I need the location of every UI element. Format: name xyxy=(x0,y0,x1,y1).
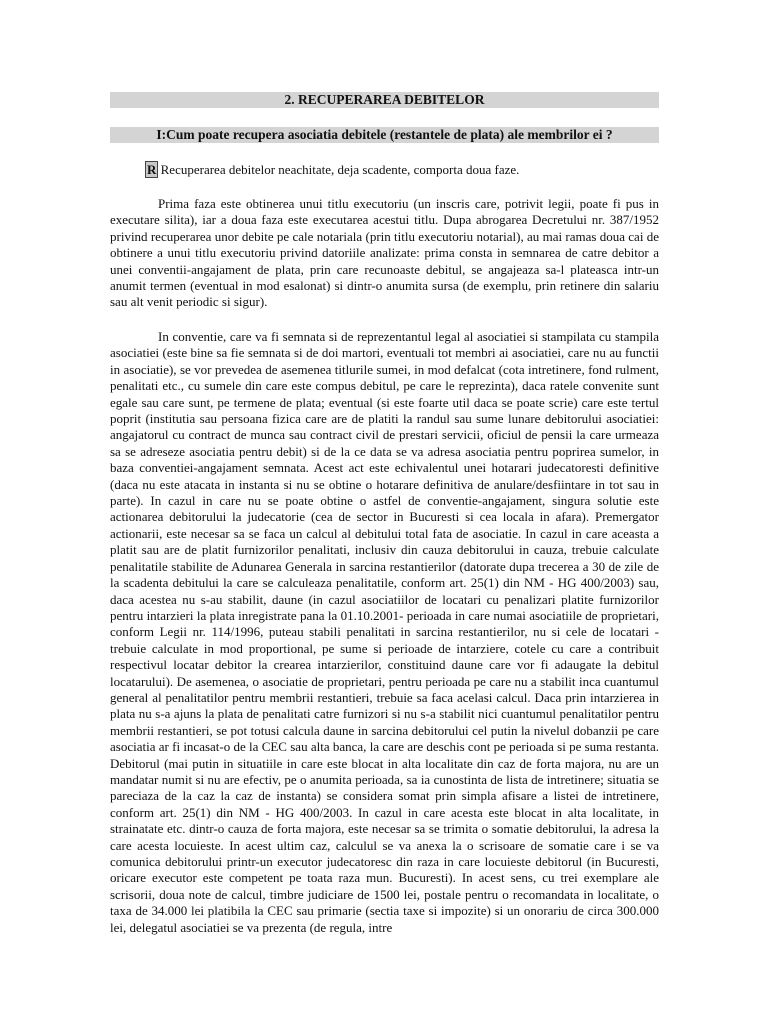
paragraph-1: Prima faza este obtinerea unui titlu executoriu (un inscris care, potrivit legii, poate fi pus in executare silita), iar a doua faza este executarea acestui titlu. Dupa abrogarea Decretului nr. 387/1952 privind recuperarea unor debite pe cale notariala (prin titlu executoriu notarial), au mai ramas doua cai de obtinere a unui titlu executoriu privind datoriile analizate: prima consta in semnarea de catre debitor a unei conventii-angajament de plata, prin care recunoaste debitul, se angajeaza sa-l plateasca intr-un anumit termen (eventual in mod esalonat) si dintr-o anumita sursa (de exemplu, prin retinere din salariu sau alt venit periodic si sigur). xyxy=(110,196,659,310)
paragraph-2: In conventie, care va fi semnata si de reprezentantul legal al asociatiei si stampilata cu stampila asociatiei (este bine sa fie semnata si de doi martori, eventuali tot membri ai asociatiei, care nu au functii in asociatie), se vor prevedea de asemenea titlurile sumei, in mod defalcat (cota intretinere, fond rulment, penalitati etc., cu sumele din care este compus debitul, pe care le reprezinta), daca ratele convenite sunt egale sau care sunt, pe termene de plata; eventual (si este foarte util daca se poate scrie) care este tertul poprit (institutia sau persoana fizica care are de platiti la randul sau sume lunare debitorului asociatiei: angajatorul cu contract de munca sau contract civil de prestari servicii, oficiul de pensii la care urmeaza sa se adreseze asociatia pentru debit) si de la ce data se va adresa asociatia pentru poprirea sumelor, in baza conventiei-angajament semnata. Acest act este echivalentul unei hotarari judecatoresti definitive (daca nu este atacata in instanta si nu se obtine o hotarare definitiva de anulare/desfiintare in tot sau in parte). In cazul in care nu se poate obtine o astfel de conventie-angajament, singura solutie este actionarea debitorului la judecatorie (cea de sector in Bucuresti si cea locala in afara). Premergator actionarii, este necesar sa se faca un calcul al debitului total fata de asociatie. In cazul in care aceasta a platit sau are de platit furnizorilor penalitati, inclusiv din cauza debitorului in cauza, trebuie calculate penalitatile stabilite de Adunarea Generala in sarcina restantierilor (datorate dupa trecerea a 30 de zile de la scadenta debitului la care se calculeaza penalitatile, conform art. 25(1) din NM - HG 400/2003) sau, daca acestea nu s-au stabilit, daune (in cazul asociatiilor de locatari cu penalizari platite furnizorilor pentru intarzieri la plata inregistrate pana la 01.10.2001- perioada in care numai asociatiile de proprietari, conform Legii nr. 114/1996, puteau stabili penalitati in sarcina restantierilor, nu si cele de locatari - trebuie calculate in mod proportional, pe sume si perioade de intarziere, cotele cu care a contribuit respectivul locatar debitor la crearea intarzierilor, constituind daune care vor fi adaugate la debitul locatarului). De asemenea, o asociatie de proprietari, pentru perioada pe care nu a stabilit inca cuantumul general al penalitatilor pentru membrii restantieri, trebuie sa faca acelasi calcul. Daca prin intarzierea in plata nu s-a ajuns la plata de penalitati catre furnizori si nu s-a stabilit nici cuantumul penalitatilor pentru membrii restantieri, se pot totusi calcula daune in sarcina debitorului cel putin la nivelul dobanzii pe care asociatia ar fi incasat-o de la CEC sau alta banca, la care are deschis cont pe perioada si pe suma restanta. Debitorul (mai putin in situatiile in care este blocat in alta localitate din caz de forta majora, nu are un mandatar numit si nu are efectiv, pe o anumita perioada, sa ia cunostinta de lista de intretinere; situatia se pareciaza de la caz la caz de instanta) se considera somat prin simpla afisare a listei de intretinere, conform art. 25(1) din NM - HG 400/2003. In cazul in care acesta este blocat in alta localitate, in strainatate etc. dintr-o cauza de forta majora, este necesar sa se trimita o somatie debitorului, la adresa la care acesta locuieste. In acest ultim caz, calculul se va anexa la o scrisoare de somatie care i se va comunica debitorului printr-un executor judecatoresc din raza in care locuieste debitorul (in Bucuresti, oricare executor este competent pe toata raza mun. Bucuresti). In acest sens, cu trei exemplare ale scrisorii, doua note de calcul, timbre judiciare de 1500 lei, postale pentru o recomandata in localitate, o taxa de 34.000 lei platibila la CEC sau primarie (sectia taxe si impozite) si un onorariu de circa 300.000 lei, delegatul asociatiei se va prezenta (de regula, intre xyxy=(110,329,659,935)
answer-marker: R xyxy=(147,162,157,177)
question-heading: I:Cum poate recupera asociatia debitele (restantele de plata) ale membrilor ei ? xyxy=(110,127,659,143)
section-title: 2. RECUPERAREA DEBITELOR xyxy=(110,92,659,108)
answer-intro-text: Recuperarea debitelor neachitate, deja scadente, comporta doua faze. xyxy=(157,162,520,177)
answer-intro xyxy=(146,161,519,178)
